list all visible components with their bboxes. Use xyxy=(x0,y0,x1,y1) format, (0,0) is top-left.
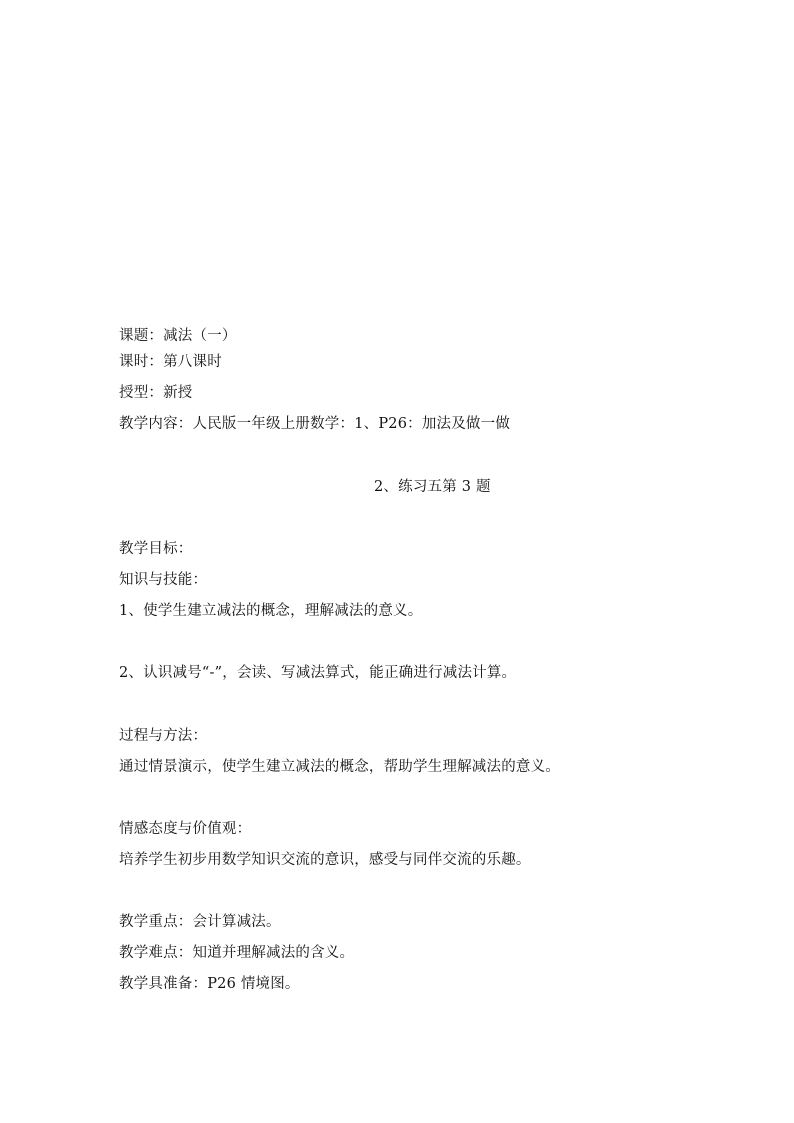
knowledge-skills-heading: 知识与技能： xyxy=(119,572,208,588)
process-method-text: 通过情景演示，使学生建立减法的概念，帮助学生理解减法的意义。 xyxy=(119,759,560,775)
lesson-title: 课题：减法（一） xyxy=(119,328,237,344)
teaching-content: 教学内容：人民版一年级上册数学：1、P26：加法及做一做 xyxy=(119,416,511,432)
process-method-heading: 过程与方法： xyxy=(119,728,208,744)
teaching-focus: 教学重点：会计算减法。 xyxy=(119,914,281,930)
teaching-goals-heading: 教学目标： xyxy=(119,541,193,557)
attitude-values-text: 培养学生初步用数学知识交流的意识，感受与同伴交流的乐趣。 xyxy=(119,852,531,868)
knowledge-goal-1: 1、使学生建立减法的概念，理解减法的意义。 xyxy=(119,603,423,619)
lesson-period: 课时：第八课时 xyxy=(119,354,222,370)
teaching-difficulty: 教学难点：知道并理解减法的含义。 xyxy=(119,945,355,961)
teaching-content-continued: 2、练习五第 3 题 xyxy=(374,479,491,495)
lesson-type: 授型：新授 xyxy=(119,385,193,401)
attitude-values-heading: 情感态度与价值观： xyxy=(119,821,252,837)
teaching-materials: 教学具准备：P26 情境图。 xyxy=(119,976,300,992)
knowledge-goal-2: 2、认识减号“-”，会读、写减法算式，能正确进行减法计算。 xyxy=(119,665,517,681)
